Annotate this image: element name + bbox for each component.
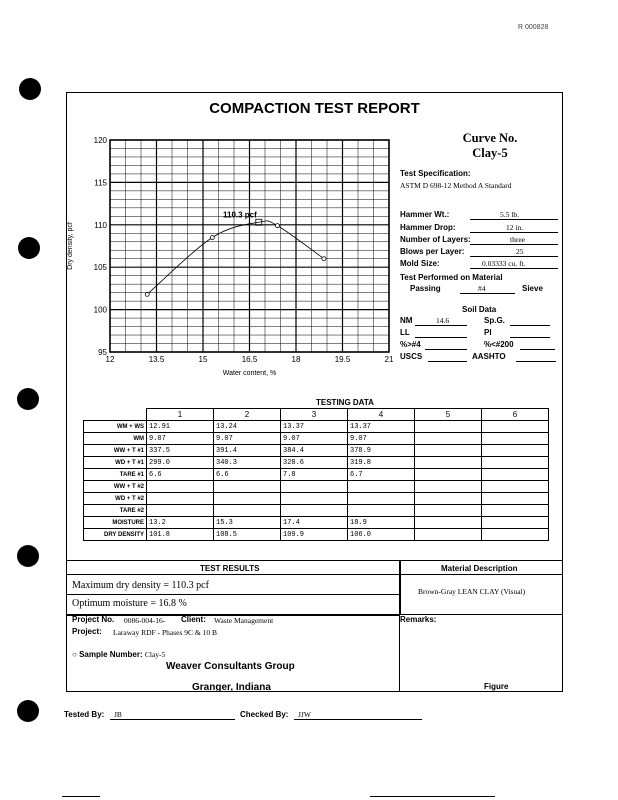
report-title: COMPACTION TEST REPORT: [209, 100, 420, 117]
optimum-moisture: Optimum moisture = 16.8 %: [72, 598, 187, 609]
row-label: TARE #2: [84, 505, 147, 517]
table-row: [84, 433, 549, 445]
data-point: [275, 224, 279, 228]
table-cell: [482, 433, 549, 445]
table-cell: 9.07: [214, 433, 281, 445]
table-cell: 13.37: [281, 421, 348, 433]
table-cell: 9.07: [147, 433, 214, 445]
table-cell: [348, 505, 415, 517]
table-cell: [214, 493, 281, 505]
table-cell: [482, 445, 549, 457]
pi-label: PI: [484, 328, 492, 337]
table-cell: 9.07: [348, 433, 415, 445]
footer-rule-right: [370, 796, 495, 797]
hammer-wt-label: Hammer Wt.:: [400, 210, 450, 219]
table-header-row: [84, 409, 549, 421]
tested-by-value: JB: [114, 710, 122, 719]
material-test-label: Test Performed on Material: [400, 273, 503, 282]
column-header: 3: [281, 409, 348, 421]
x-tick-label: 12: [105, 355, 115, 364]
row-label: WW + T #2: [84, 481, 147, 493]
table-cell: [415, 529, 482, 541]
material-desc-value: Brown-Gray LEAN CLAY (Visual): [418, 587, 526, 596]
layers-label: Number of Layers:: [400, 235, 471, 244]
table-cell: [415, 433, 482, 445]
table-cell: [482, 529, 549, 541]
table-cell: [281, 481, 348, 493]
curve-id: Clay-5: [472, 146, 508, 160]
column-header: 5: [415, 409, 482, 421]
y-tick-label: 120: [93, 136, 107, 145]
p4-label: %>#4: [400, 340, 421, 349]
ll-label: LL: [400, 328, 410, 337]
remarks-label: Remarks:: [400, 615, 437, 624]
table-cell: [482, 457, 549, 469]
y-tick-label: 100: [93, 305, 107, 315]
table-cell: [482, 469, 549, 481]
table-row: [84, 529, 549, 541]
data-point: [145, 292, 149, 296]
table-cell: 337.5: [147, 445, 214, 457]
soil-data-header: Soil Data: [462, 305, 497, 314]
column-header: 4: [348, 409, 415, 421]
tested-by-label: Tested By:: [64, 710, 105, 719]
figure-label: Figure: [484, 682, 509, 691]
table-row: [84, 493, 549, 505]
table-cell: [482, 481, 549, 493]
table-cell: 7.8: [281, 469, 348, 481]
document-reference: R 000828: [518, 24, 549, 31]
results-header: TEST RESULTS: [200, 564, 260, 573]
row-label: WW + T #1: [84, 445, 147, 457]
project-no-label: Project No.: [72, 615, 115, 624]
column-header: 1: [147, 409, 214, 421]
table-cell: [281, 505, 348, 517]
row-label: MOISTURE: [84, 517, 147, 529]
data-point: [210, 236, 214, 240]
table-cell: [415, 517, 482, 529]
client-value: Waste Management: [214, 616, 274, 625]
x-tick-label: 19.5: [334, 355, 351, 364]
sample-number-value: Clay-5: [144, 650, 166, 659]
y-tick-label: 105: [93, 263, 107, 273]
blows-label: Blows per Layer:: [400, 247, 465, 256]
p200-label: %<#200: [484, 340, 514, 349]
table-cell: 299.0: [147, 457, 214, 469]
material-desc-header: Material Description: [441, 564, 518, 573]
table-cell: 9.07: [281, 433, 348, 445]
row-label: WD + T #2: [84, 493, 147, 505]
table-cell: 6.6: [147, 469, 214, 481]
table-cell: [214, 481, 281, 493]
table-cell: 101.8: [147, 529, 214, 541]
sample-row: [72, 650, 165, 659]
table-row: [84, 517, 549, 529]
compaction-curve: [147, 221, 324, 294]
table-cell: 13.37: [348, 421, 415, 433]
table-row: [84, 481, 549, 493]
table-cell: 384.4: [281, 445, 348, 457]
table-cell: 13.2: [147, 517, 214, 529]
column-header: 2: [214, 409, 281, 421]
hammer-drop-label: Hammer Drop:: [400, 223, 456, 232]
peak-annotation: 110.3 pcf: [222, 210, 257, 220]
layers-value: three: [510, 235, 525, 244]
max-dry-density: Maximum dry density = 110.3 pcf: [72, 580, 209, 591]
x-tick-label: 16.5: [241, 355, 258, 364]
table-cell: [415, 469, 482, 481]
uscs-label: USCS: [400, 352, 423, 361]
table-row: [84, 421, 549, 433]
table-cell: 109.9: [281, 529, 348, 541]
row-label: WM: [84, 433, 147, 445]
client-label: Client:: [181, 615, 206, 624]
y-tick-label: 115: [94, 178, 107, 188]
curve-label: Curve No.: [462, 131, 518, 145]
project-label: Project:: [72, 627, 102, 636]
table-cell: [147, 505, 214, 517]
blows-value: 25: [516, 247, 524, 256]
table-cell: [348, 481, 415, 493]
table-cell: 6.6: [214, 469, 281, 481]
hammer-drop-value: 12 in.: [506, 223, 524, 232]
table-cell: [147, 481, 214, 493]
table-cell: 6.7: [348, 469, 415, 481]
table-cell: 378.9: [348, 445, 415, 457]
x-axis-label: Water content, %: [222, 370, 277, 377]
table-cell: [482, 493, 549, 505]
checked-by-value: JJW: [298, 710, 311, 719]
chart-grid: [110, 140, 389, 352]
row-label: TARE #1: [84, 469, 147, 481]
x-tick-label: 15: [198, 355, 208, 364]
row-label: WD + T #1: [84, 457, 147, 469]
project-no-value: 0086-004-16-: [124, 616, 166, 625]
x-tick-label: 18: [291, 355, 301, 364]
table-cell: 319.8: [348, 457, 415, 469]
data-point: [322, 257, 326, 261]
testing-data-table: [83, 408, 549, 541]
spg-label: Sp.G.: [484, 316, 505, 325]
table-cell: [348, 493, 415, 505]
company-name: Weaver Consultants Group: [166, 661, 295, 672]
table-cell: [415, 481, 482, 493]
table-row: [84, 457, 549, 469]
curve-number: [420, 131, 560, 161]
table-cell: 108.5: [214, 529, 281, 541]
sieve-value: #4: [478, 284, 486, 293]
testing-data-title: TESTING DATA: [316, 398, 374, 407]
table-cell: 328.6: [281, 457, 348, 469]
table-row: [84, 505, 549, 517]
x-tick-label: 13.5: [148, 355, 165, 364]
hammer-wt-value: 5.5 lb.: [500, 210, 519, 219]
table-cell: [415, 493, 482, 505]
sieve-label: Sieve: [522, 284, 543, 293]
table-cell: [415, 445, 482, 457]
table-cell: [482, 517, 549, 529]
spec-label: Test Specification:: [400, 169, 471, 178]
mold-size-label: Mold Size:: [400, 259, 440, 268]
spec-value: ASTM D 698-12 Method A Standard: [400, 181, 512, 190]
table-row: [84, 445, 549, 457]
project-value: Laraway RDF - Phases 9C & 10 B: [113, 628, 217, 637]
nm-value: 14.6: [436, 316, 450, 325]
table-cell: 106.0: [348, 529, 415, 541]
table-cell: [415, 505, 482, 517]
table-row: [84, 469, 549, 481]
column-header: 6: [482, 409, 549, 421]
table-cell: [415, 457, 482, 469]
row-label: DRY DENSITY: [84, 529, 147, 541]
checked-by-label: Checked By:: [240, 710, 289, 719]
y-tick-label: 95: [98, 348, 107, 357]
aashto-label: AASHTO: [472, 352, 506, 361]
mold-size-value: 0.03333 cu. ft.: [482, 259, 526, 268]
table-cell: [214, 505, 281, 517]
table-cell: [147, 493, 214, 505]
table-cell: 391.4: [214, 445, 281, 457]
y-axis-label: Dry density, pcf: [67, 222, 74, 270]
nm-label: NM: [400, 316, 413, 325]
x-tick-label: 21: [384, 355, 394, 364]
table-cell: 17.4: [281, 517, 348, 529]
table-cell: [281, 493, 348, 505]
table-cell: 15.3: [214, 517, 281, 529]
sample-circle-icon: ○: [72, 650, 77, 659]
passing-label: Passing: [410, 284, 441, 293]
y-tick-label: 110: [94, 220, 107, 230]
row-label: WM + WS: [84, 421, 147, 433]
table-cell: 18.9: [348, 517, 415, 529]
table-cell: 12.91: [147, 421, 214, 433]
sample-number-label: Sample Number:: [79, 650, 143, 659]
table-cell: 13.24: [214, 421, 281, 433]
table-cell: [482, 421, 549, 433]
table-cell: [482, 505, 549, 517]
table-cell: [415, 421, 482, 433]
table-cell: 340.3: [214, 457, 281, 469]
footer-rule-left: [62, 796, 100, 797]
company-location: Granger, Indiana: [192, 682, 271, 693]
